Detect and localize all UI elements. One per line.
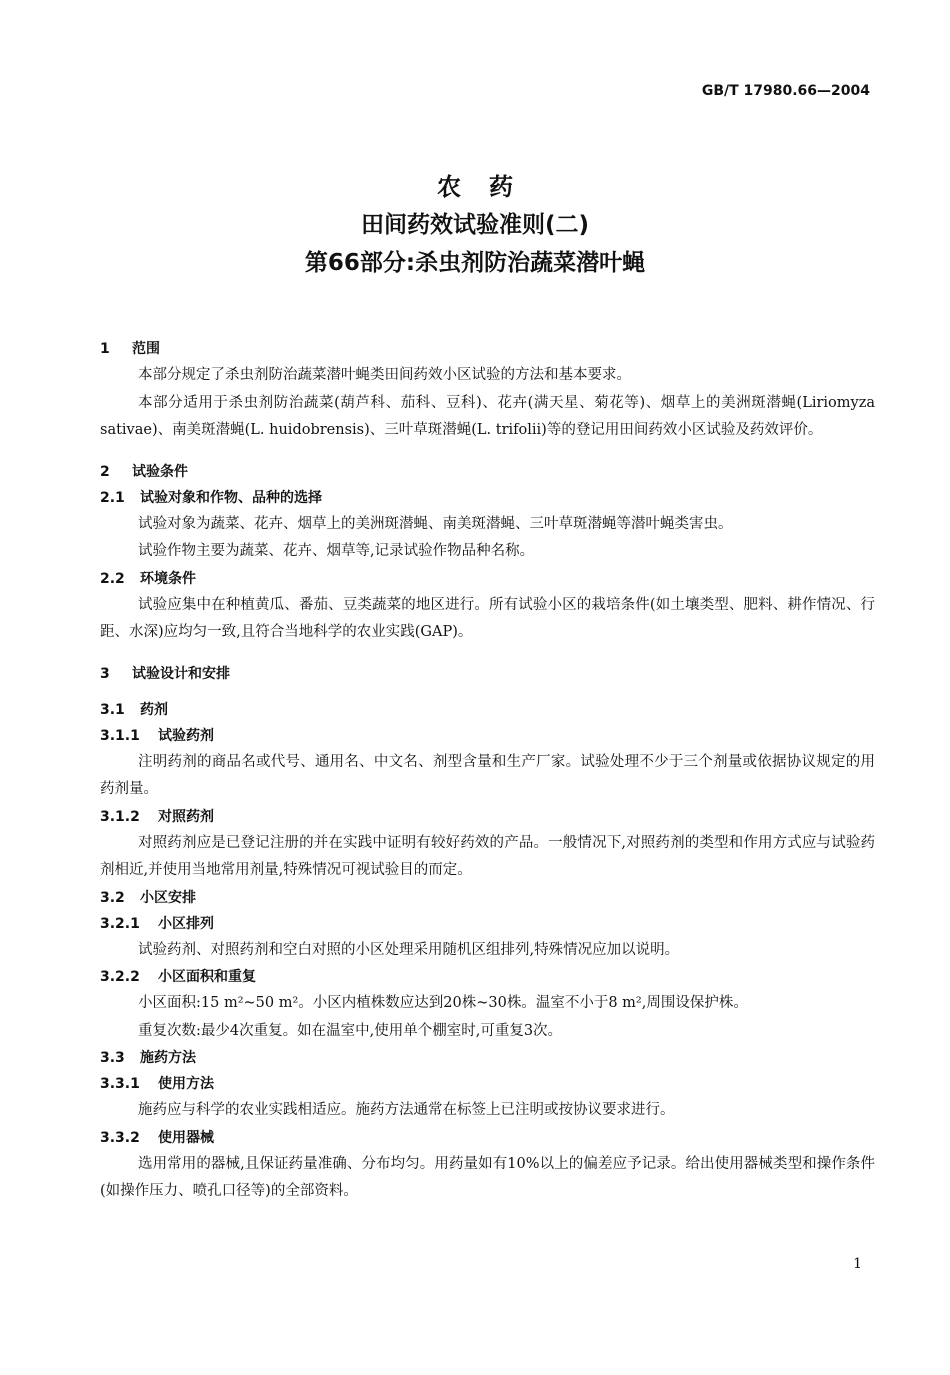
section-title: 小区安排 <box>140 889 196 906</box>
paragraph: 本部分适用于杀虫剂防治蔬菜(葫芦科、茄科、豆科)、花卉(满天星、菊花等)、烟草上的美洲斑潜蝇(Liriomyza sativae)、南美斑潜蝇(L. huidobrensis)、三叶草斑潜蝇(L. trifolii)等的登记用田间药效小区试验及药效评价。 <box>100 394 875 438</box>
page-number: 1 <box>853 1256 862 1272</box>
section-number: 2 <box>100 463 110 480</box>
section-number: 3.2.1 <box>100 915 140 932</box>
section-heading-2 <box>100 459 875 485</box>
section-title: 试验条件 <box>132 463 188 480</box>
section-heading-3-1 <box>100 697 875 723</box>
paragraph: 施药应与科学的农业实践相适应。施药方法通常在标签上已注明或按协议要求进行。 <box>138 1102 675 1118</box>
paragraph: 试验对象为蔬菜、花卉、烟草上的美洲斑潜蝇、南美斑潜蝇、三叶草斑潜蝇等潜叶蝇类害虫。 <box>138 515 733 532</box>
section-heading-3-3-2 <box>100 1125 875 1151</box>
section-heading-1 <box>100 336 875 362</box>
section-title: 使用方法 <box>158 1076 214 1092</box>
section-number: 3.3 <box>100 1050 125 1066</box>
paragraph: 本部分规定了杀虫剂防治蔬菜潜叶蝇类田间药效小区试验的方法和基本要求。 <box>138 367 631 383</box>
section-heading-3-3-1 <box>100 1071 875 1097</box>
section-heading-3-2-2 <box>100 964 875 990</box>
paragraph: 对照药剂应是已登记注册的并在实践中证明有较好药效的产品。一般情况下,对照药剂的类型和作用方式应与试验药剂相近,并使用当地常用剂量,特殊情况可视试验目的而定。 <box>100 834 875 878</box>
section-number: 3.2.2 <box>100 969 140 985</box>
section-number: 3.1 <box>100 701 125 718</box>
document-title-block <box>0 168 950 282</box>
section-number: 3.3.2 <box>100 1129 140 1146</box>
section-number: 3.3.1 <box>100 1076 140 1092</box>
paragraph: 试验作物主要为蔬菜、花卉、烟草等,记录试验作物品种名称。 <box>138 543 535 559</box>
section-title: 环境条件 <box>140 570 196 587</box>
paragraph: 试验应集中在种植黄瓜、番茄、豆类蔬菜的地区进行。所有试验小区的栽培条件(如土壤类型、肥料、耕作情况、行距、水深)应均匀一致,且符合当地科学的农业实践(GAP)。 <box>100 596 875 640</box>
section-number: 1 <box>100 341 110 357</box>
section-heading-3-2 <box>100 885 875 911</box>
section-number: 3.2 <box>100 889 125 906</box>
paragraph: 注明药剂的商品名或代号、通用名、中文名、剂型含量和生产厂家。试验处理不少于三个剂量或依据协议规定的用药剂量。 <box>100 753 875 797</box>
section-number: 2.1 <box>100 489 125 506</box>
paragraph: 小区面积:15 m²~50 m²。小区内植株数应达到20株~30株。温室不小于8 m²,周围设保护株。 <box>138 995 748 1011</box>
title-line-3: 第66部分:杀虫剂防治蔬菜潜叶蝇 <box>304 250 646 276</box>
section-heading-2-2 <box>100 566 875 592</box>
section-number: 3.1.1 <box>100 727 140 744</box>
section-title: 小区面积和重复 <box>158 969 256 985</box>
section-heading-3-1-1 <box>100 723 875 749</box>
title-line-1: 农药 <box>437 173 541 201</box>
section-heading-3-1-2 <box>100 804 875 830</box>
section-title: 施药方法 <box>140 1050 196 1066</box>
title-line-2: 田间药效试验准则(二) <box>360 212 590 238</box>
section-title: 对照药剂 <box>158 808 214 825</box>
section-title: 小区排列 <box>158 915 214 932</box>
paragraph: 选用常用的器械,且保证药量准确、分布均匀。用药量如有10%以上的偏差应予记录。给出使用器械类型和操作条件(如操作压力、喷孔口径等)的全部资料。 <box>100 1155 875 1199</box>
section-heading-2-1 <box>100 485 875 511</box>
document-body <box>100 336 875 1206</box>
section-title: 范围 <box>132 341 160 357</box>
section-heading-3-3 <box>100 1045 875 1071</box>
section-number: 3 <box>100 665 110 682</box>
section-title: 试验对象和作物、品种的选择 <box>140 489 322 506</box>
paragraph: 重复次数:最少4次重复。如在温室中,使用单个棚室时,可重复3次。 <box>138 1022 563 1039</box>
section-title: 试验设计和安排 <box>132 665 230 682</box>
paragraph: 试验药剂、对照药剂和空白对照的小区处理采用随机区组排列,特殊情况应加以说明。 <box>138 941 680 958</box>
section-number: 2.2 <box>100 570 125 587</box>
section-number: 3.1.2 <box>100 808 140 825</box>
standard-code: GB/T 17980.66—2004 <box>701 83 870 99</box>
section-heading-3 <box>100 661 875 687</box>
section-title: 使用器械 <box>158 1129 214 1146</box>
section-title: 药剂 <box>140 701 168 718</box>
section-heading-3-2-1 <box>100 911 875 937</box>
section-title: 试验药剂 <box>158 727 214 744</box>
